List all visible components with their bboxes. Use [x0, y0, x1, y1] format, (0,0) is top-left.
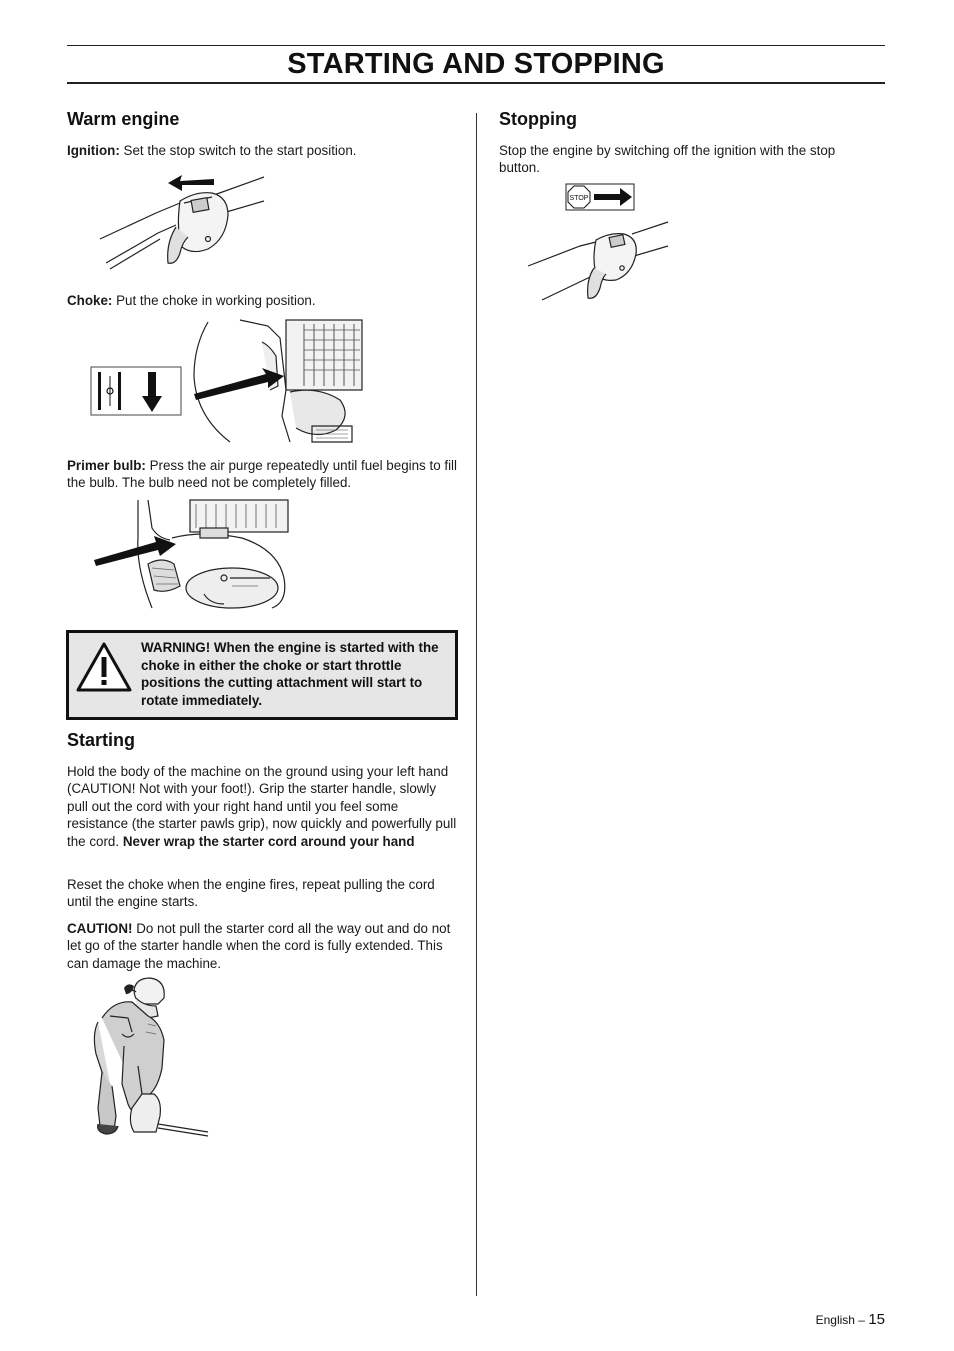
operator-starting-illustration: [88, 976, 212, 1140]
stop-switch-illustration: [522, 182, 672, 308]
caution-text: Do not pull the starter cord all the way out and do not let go of the starter handle when the cord is fully extended. This can damage the machine.: [67, 921, 451, 971]
caution-paragraph: [67, 920, 457, 972]
ignition-instruction: [67, 142, 457, 159]
column-divider: [476, 113, 477, 1296]
choke-instruction: [67, 292, 457, 309]
starting-heading: Starting: [67, 730, 136, 750]
primer-text: Press the air purge repeatedly until fuel begins to fill the bulb. The bulb need not be completely filled.: [67, 458, 458, 491]
stopping-text: Stop the engine by switching off the ignition with the stop button.: [499, 143, 836, 176]
choke-illustration: [90, 316, 365, 446]
warning-box: [66, 630, 458, 720]
warning-triangle-icon: [75, 641, 133, 693]
page-title-bar: [67, 45, 885, 84]
page-footer: [816, 1311, 885, 1328]
stop-symbol-icon: [568, 186, 590, 208]
starting-paragraph-1: [67, 763, 457, 850]
choke-text: Put the choke in working position.: [112, 293, 316, 308]
primer-label: Primer bulb:: [67, 458, 146, 473]
page-title: STARTING AND STOPPING: [287, 48, 665, 80]
warm-engine-heading: Warm engine: [67, 109, 180, 129]
starting-para1-bold: Never wrap the starter cord around your hand: [122, 833, 415, 849]
ignition-switch-illustration: [96, 163, 268, 273]
stop-symbol-label: STOP: [569, 195, 589, 202]
stopping-heading: Stopping: [499, 109, 577, 129]
choke-label: Choke:: [67, 293, 113, 308]
ignition-text: Set the stop switch to the start position.: [119, 143, 357, 158]
starting-para1-text: Hold the body of the machine on the ground using your left hand (CAUTION! Not with your foot!). Grip the starter handle, slowly pull out the cord with your right hand until you feel some resistance (the starter pawls grip), now quickly and powerfully pull the cord.: [67, 764, 457, 849]
warning-text: WARNING! When the engine is started with the choke in either the choke or start throttle positions the cutting attachment will start to rotate immediately.: [141, 640, 439, 708]
primer-bulb-illustration: [92, 498, 302, 610]
primer-bulb-instruction: [67, 457, 459, 492]
ignition-label: Ignition:: [67, 143, 120, 158]
caution-label: CAUTION!: [67, 921, 133, 936]
footer-separator: –: [854, 1313, 869, 1327]
starting-paragraph-2: Reset the choke when the engine fires, repeat pulling the cord until the engine starts.: [67, 877, 435, 910]
page-number: 15: [868, 1311, 885, 1328]
footer-language: English: [815, 1313, 855, 1327]
